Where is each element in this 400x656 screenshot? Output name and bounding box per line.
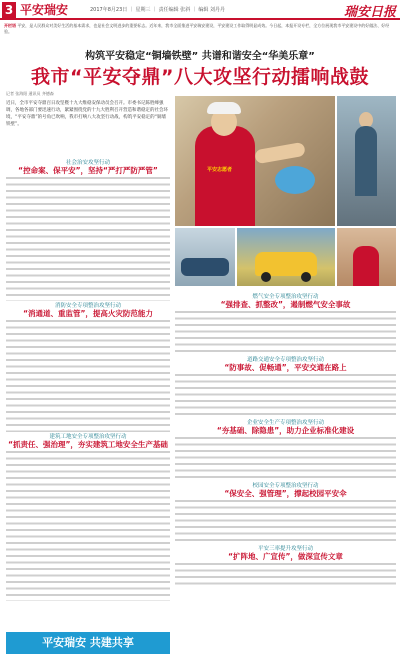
editor-note <box>4 23 396 41</box>
section-tag: 燃气安全专项整治攻坚行动 <box>252 294 319 300</box>
section-tag: 道路交通安全专项整治攻坚行动 <box>246 357 324 363</box>
volunteer-arm <box>254 142 306 164</box>
article-body <box>6 177 170 301</box>
article-body <box>175 500 396 544</box>
car-shape <box>181 258 229 276</box>
lead-paragraph: 近日，全市平安夺鼎百日攻坚暨十九大维稳安保动员会召开。市委书记陈胜峰强调，各地各部门要迅速行动，紧紧围绕党的十九大胜利召开营造和谐稳定的社会环境，“平安夺鼎”的号角已吹响，我市打响八大攻坚行动战，构筑平安稳定的“铜墙铁壁”。 <box>6 101 168 127</box>
article-body <box>6 451 170 601</box>
section-heading: “扩阵地、广宣传”，做深宣传文章 <box>228 551 343 561</box>
newspaper-brand: 瑞安日报 <box>343 5 396 20</box>
article-body <box>175 311 396 355</box>
section-heading: “夯基础、除隐患”，助力企业标准化建设 <box>216 425 355 435</box>
section-tag: 社会治安攻坚行动 <box>65 160 110 166</box>
bottom-banner: 平安瑞安 共建共享 <box>6 632 170 654</box>
person-shape <box>353 246 379 286</box>
section-heading: “强排查、抓整改”，遏制燃气安全事故 <box>220 299 351 309</box>
photo-police-car <box>175 228 235 286</box>
section-tag: 校园安全专项整治攻坚行动 <box>252 483 319 489</box>
section-tag: 消防安全专项整治攻坚行动 <box>54 303 121 309</box>
section-heading: “保安全、强管理”，撑起校园平安伞 <box>224 488 347 498</box>
volunteer-vest <box>195 126 255 226</box>
wheel-shape <box>261 272 271 282</box>
editor-note-label: 开栏语 <box>4 23 16 28</box>
headline: 我市“平安夺鼎”八大攻坚行动擂响战鼓 <box>31 66 369 88</box>
main-photo <box>175 96 335 226</box>
article-body <box>175 374 396 418</box>
section-heading: “控命案、保平安”，坚持“严打严防严管” <box>18 165 158 175</box>
section-heading: “消通道、重监管”，提高火灾防范能力 <box>23 308 153 318</box>
section-tag: 平安三率提升攻坚行动 <box>257 546 313 552</box>
page-number: 3 <box>2 2 16 18</box>
photo-taxi <box>237 228 335 286</box>
article-body <box>6 320 170 432</box>
editor-note-text: 平安，是人民群众对美好生活的基本需求，也是社会文明进步的重要标志。近年来，我市全面推进平安瑞安建设，平安建设工作取得明显成效。今日起，本报开设专栏，全方位展现我市平安建设中的好做法、好经验。 <box>4 23 390 34</box>
masthead <box>0 0 400 20</box>
right-column <box>175 292 396 632</box>
left-column <box>6 158 170 628</box>
person-figure <box>355 126 377 196</box>
article-body <box>175 563 396 585</box>
photo-volunteer <box>337 228 396 286</box>
section-heading: “抓责任、强治理”，夯实建筑工地安全生产基础 <box>8 439 168 449</box>
kicker: 构筑平安稳定“铜墙铁壁” 共谱和谐安全“华美乐章” <box>85 51 315 62</box>
article-body <box>175 437 396 481</box>
section-heading: “防事故、促畅通”，平安交通在路上 <box>224 362 347 372</box>
issue-meta: 2017年8月23日 ｜ 星期三 ｜ 责任编辑 张斜 ｜ 编辑 刘丹丹 <box>90 7 225 13</box>
vest-text: 平安志愿者 <box>207 167 233 173</box>
volunteer-cap <box>207 102 241 114</box>
handout-item <box>275 166 315 194</box>
wheel-shape <box>301 272 311 282</box>
section-title: 平安瑞安 <box>20 3 69 17</box>
section-tag: 企业安全生产专项整治攻坚行动 <box>246 420 324 426</box>
byline: 记者 张海阳 通讯员 齐德森 <box>6 91 54 96</box>
section-tag: 建筑工地安全专项整治攻坚行动 <box>49 434 127 440</box>
side-photo <box>337 96 396 226</box>
